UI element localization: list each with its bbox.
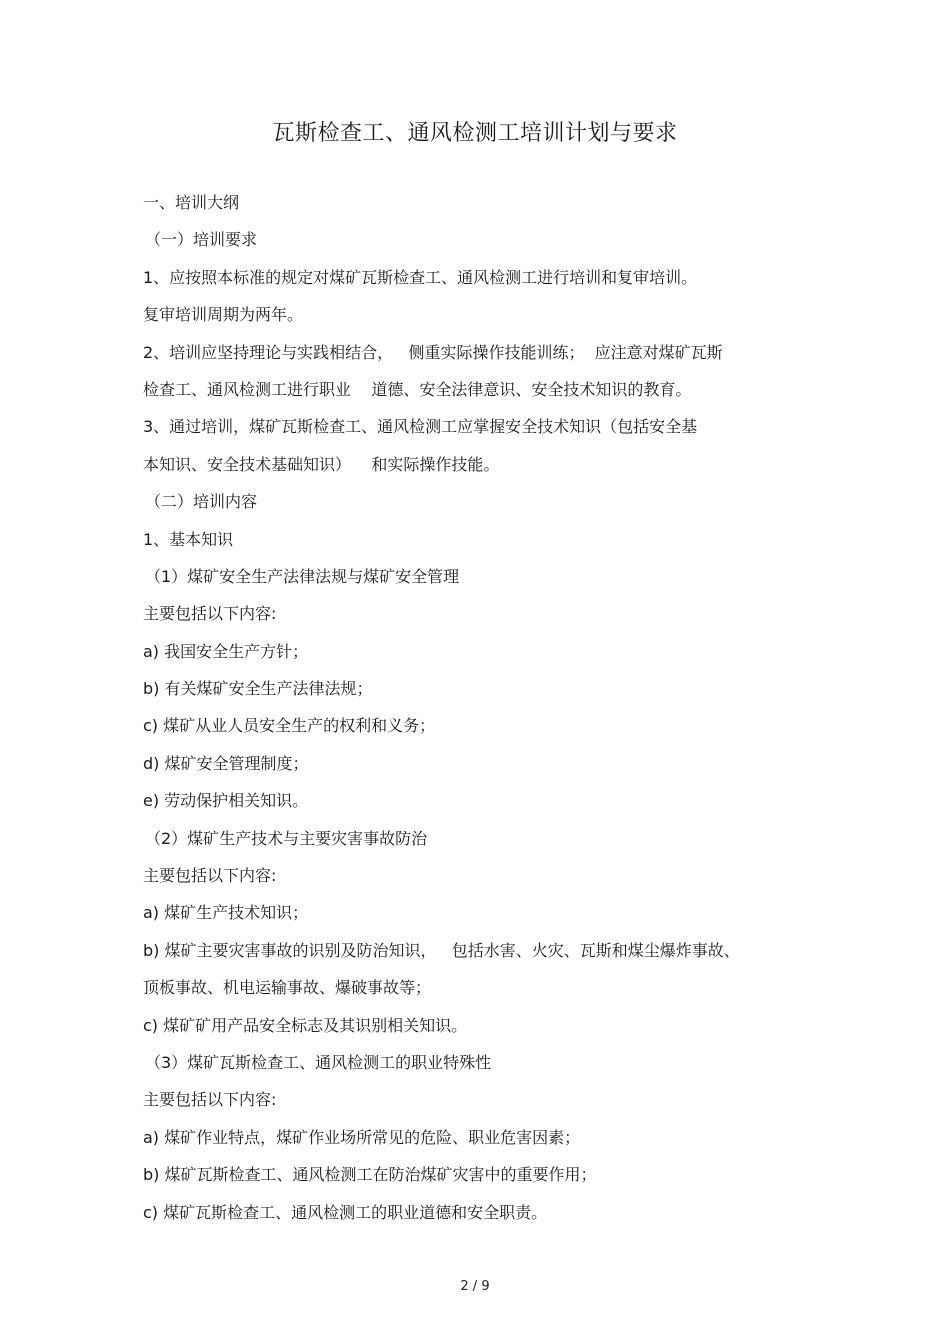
list-item: b) 煤矿主要灾害事故的识别及防治知识， 包括水害、火灾、瓦斯和煤尘爆炸事故、 bbox=[143, 940, 740, 960]
section-heading: 一、培训大纲 bbox=[143, 193, 240, 212]
list-item: a) 煤矿作业特点，煤矿作业场所常见的危险、职业危害因素； bbox=[143, 1127, 581, 1147]
paragraph-line: 复审培训周期为两年。 bbox=[143, 305, 304, 325]
paragraph-line: 2、培训应坚持理论与实践相结合， 侧重实际操作技能训练； 应注意对煤矿瓦斯 bbox=[143, 342, 723, 362]
document-title: 瓦斯检查工、通风检测工培训计划与要求 bbox=[272, 121, 678, 146]
document-body bbox=[143, 184, 823, 1231]
subsection-heading: （一）培训要求 bbox=[145, 230, 258, 250]
list-item: b) 煤矿瓦斯检查工、通风检测工在防治煤矿灾害中的重要作用； bbox=[143, 1165, 597, 1185]
list-item: c) 煤矿矿用产品安全标志及其识别相关知识。 bbox=[143, 1015, 468, 1035]
paragraph-line: 主要包括以下内容: bbox=[143, 604, 277, 624]
list-item: c) 煤矿从业人员安全生产的权利和义务； bbox=[143, 716, 436, 736]
list-item: c) 煤矿瓦斯检查工、通风检测工的职业道德和安全职责。 bbox=[143, 1202, 548, 1222]
paragraph-line: 3、通过培训，煤矿瓦斯检查工、通风检测工应掌握安全技术知识（包括安全基 bbox=[143, 417, 698, 437]
subsection-heading: （二）培训内容 bbox=[145, 492, 258, 512]
page-number: 2 / 9 bbox=[460, 1279, 490, 1294]
paragraph-line: 1、应按照本标准的规定对煤矿瓦斯检查工、通风检测工进行培训和复审培训。 bbox=[143, 267, 698, 287]
paragraph-line: 检查工、通风检测工进行职业 道德、安全法律意识、安全技术知识的教育。 bbox=[143, 379, 692, 399]
paragraph-line: 本知识、安全技术基础知识） 和实际操作技能。 bbox=[143, 454, 500, 474]
list-item: e) 劳动保护相关知识。 bbox=[143, 791, 309, 811]
list-item: a) 我国安全生产方针； bbox=[143, 641, 309, 661]
paragraph-line: 主要包括以下内容: bbox=[143, 1090, 277, 1110]
list-item-continuation: 顶板事故、机电运输事故、爆破事故等； bbox=[143, 978, 432, 998]
list-item: d) 煤矿安全管理制度； bbox=[143, 753, 309, 773]
item-subheading: （2）煤矿生产技术与主要灾害事故防治 bbox=[145, 828, 428, 848]
item-subheading: （1）煤矿安全生产法律法规与煤矿安全管理 bbox=[145, 566, 460, 586]
list-item: b) 有关煤矿安全生产法律法规； bbox=[143, 679, 373, 699]
item-heading: 1、基本知识 bbox=[143, 529, 234, 549]
item-subheading: （3）煤矿瓦斯检查工、通风检测工的职业特殊性 bbox=[145, 1052, 492, 1072]
paragraph-line: 主要包括以下内容: bbox=[143, 866, 277, 886]
list-item: a) 煤矿生产技术知识； bbox=[143, 903, 309, 923]
